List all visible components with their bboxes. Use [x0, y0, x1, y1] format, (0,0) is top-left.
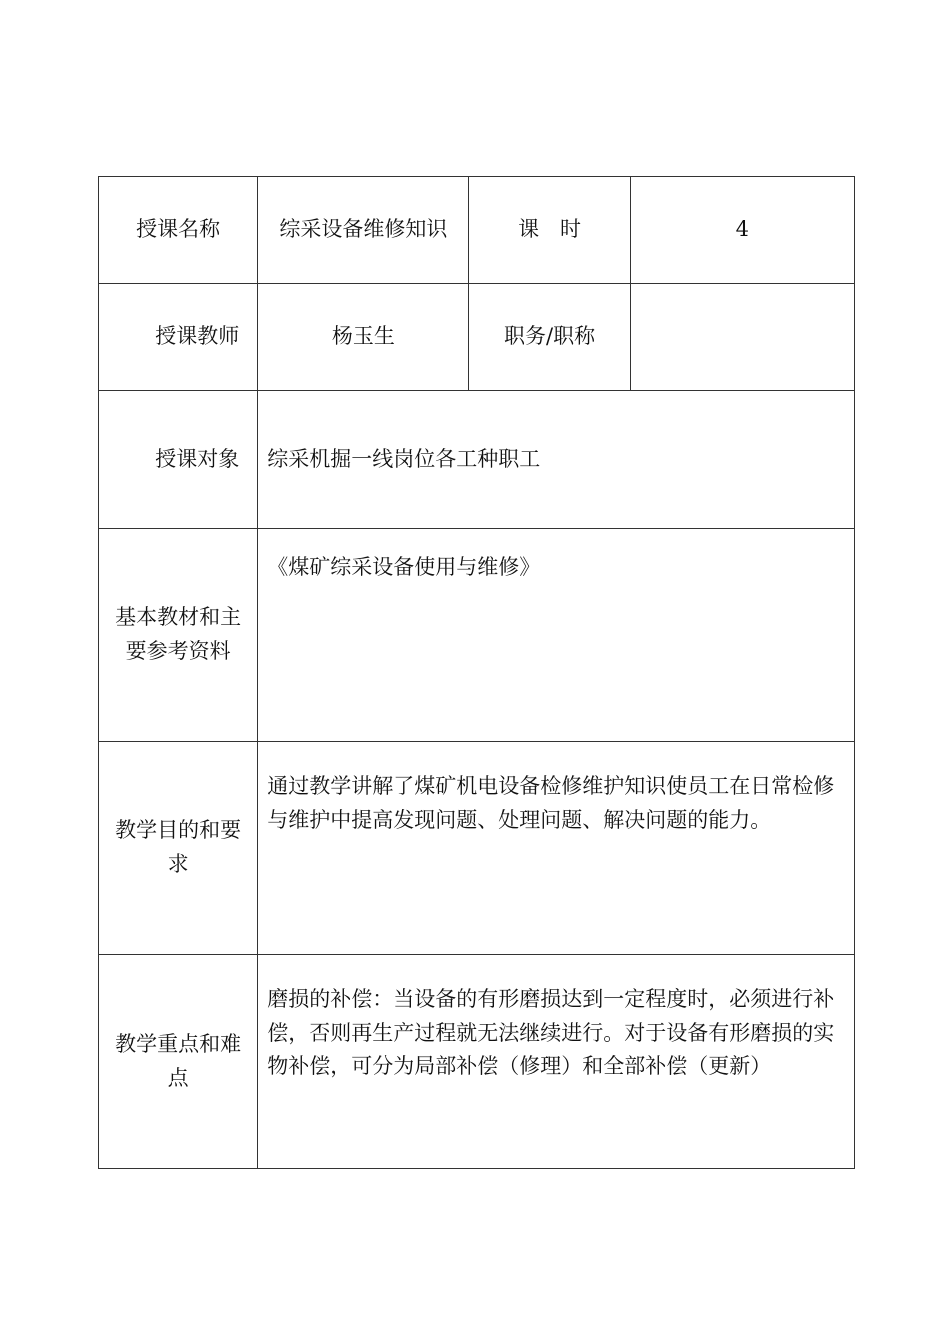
teacher-value: 杨玉生 [258, 284, 469, 391]
row-objectives [99, 742, 855, 955]
materials-label: 基本教材和主要参考资料 [99, 529, 258, 742]
position-title-label: 职务/职称 [469, 284, 630, 391]
row-materials [99, 529, 855, 742]
objectives-value: 通过教学讲解了煤矿机电设备检修维护知识使员工在日常检修与维护中提高发现问题、处理问题、解决问题的能力。 [258, 742, 855, 955]
objectives-label: 教学目的和要求 [99, 742, 258, 955]
hours-value: 4 [630, 177, 854, 284]
row-audience [99, 391, 855, 529]
audience-value: 综采机掘一线岗位各工种职工 [258, 391, 855, 529]
lesson-plan-table [98, 176, 855, 1169]
keypoints-label: 教学重点和难点 [99, 955, 258, 1169]
course-name-value: 综采设备维修知识 [258, 177, 469, 284]
row-course-name [99, 177, 855, 284]
teacher-label: 授课教师 [99, 284, 258, 391]
materials-value: 《煤矿综采设备使用与维修》 [258, 529, 855, 742]
row-teacher [99, 284, 855, 391]
audience-label: 授课对象 [99, 391, 258, 529]
hours-label: 课 时 [469, 177, 630, 284]
course-name-label: 授课名称 [99, 177, 258, 284]
keypoints-value: 磨损的补偿：当设备的有形磨损达到一定程度时，必须进行补偿，否则再生产过程就无法继续进行。对于设备有形磨损的实物补偿，可分为局部补偿（修理）和全部补偿（更新） [258, 955, 855, 1169]
row-keypoints [99, 955, 855, 1169]
position-title-value [630, 284, 854, 391]
